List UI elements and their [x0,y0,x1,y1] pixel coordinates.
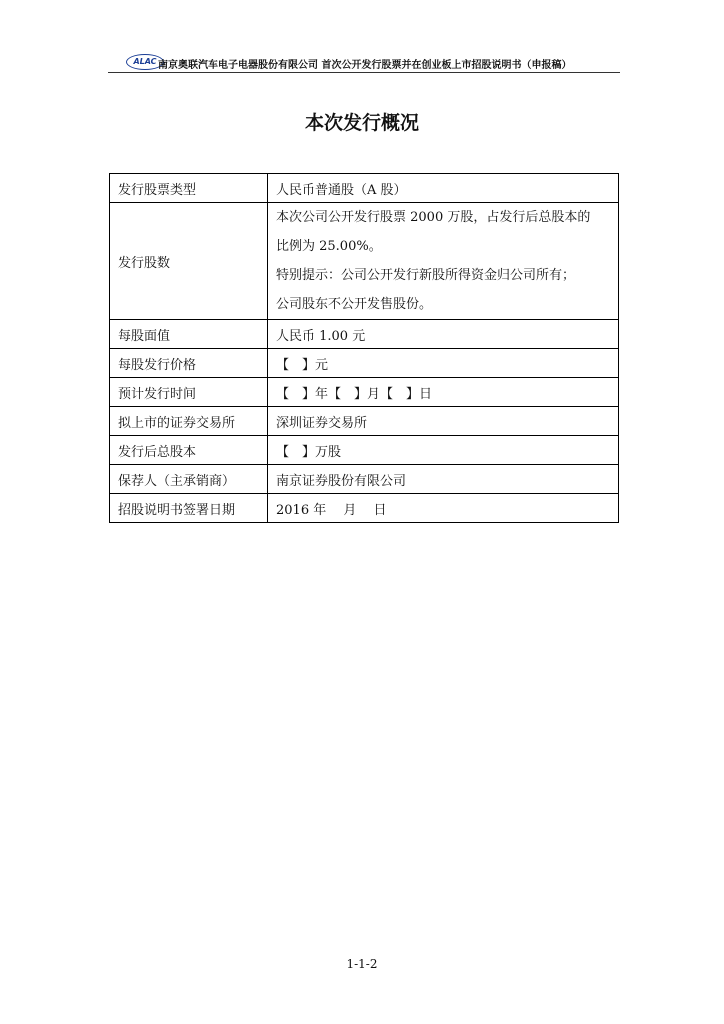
row-value: 人民币 1.00 元 [268,320,619,349]
header-text: 南京奥联汽车电子电器股份有限公司 首次公开发行股票并在创业板上市招股说明书（申报稿） [158,60,572,71]
row-label: 发行股数 [110,203,268,320]
row-label: 保荐人（主承销商） [110,465,268,494]
page-number: 1-1-2 [346,957,378,971]
value-line: 特别提示：公司公开发行新股所得资金归公司所有； [276,268,576,283]
row-value: 【 】元 [268,349,619,378]
row-label: 每股面值 [110,320,268,349]
row-label: 预计发行时间 [110,378,268,407]
row-label: 每股发行价格 [110,349,268,378]
company-logo: ALAC [126,54,164,70]
table-row [110,407,619,436]
table-row [110,494,619,523]
page-header [108,53,620,73]
value-line: 比例为 25.00%。 [276,239,382,254]
table-row [110,378,619,407]
table-row [110,320,619,349]
header-divider [108,72,620,73]
value-line: 本次公司公开发行股票 2000 万股，占发行后总股本的 [276,210,591,225]
row-label: 发行股票类型 [110,174,268,203]
row-value [268,203,619,320]
row-value: 南京证券股份有限公司 [268,465,619,494]
table-row [110,465,619,494]
value-line: 公司股东不公开发售股份。 [276,297,433,312]
row-value: 深圳证券交易所 [268,407,619,436]
row-label: 发行后总股本 [110,436,268,465]
table-row [110,436,619,465]
page-title: 本次发行概况 [304,112,419,134]
row-label: 拟上市的证券交易所 [110,407,268,436]
table-row [110,174,619,203]
row-value: 人民币普通股（A 股） [268,174,619,203]
row-value: 【 】万股 [268,436,619,465]
row-value: 2016 年 月 日 [268,494,619,523]
row-value: 【 】年【 】月【 】日 [268,378,619,407]
offering-overview-table [109,173,619,523]
table-row [110,203,619,320]
table-row [110,349,619,378]
row-label: 招股说明书签署日期 [110,494,268,523]
